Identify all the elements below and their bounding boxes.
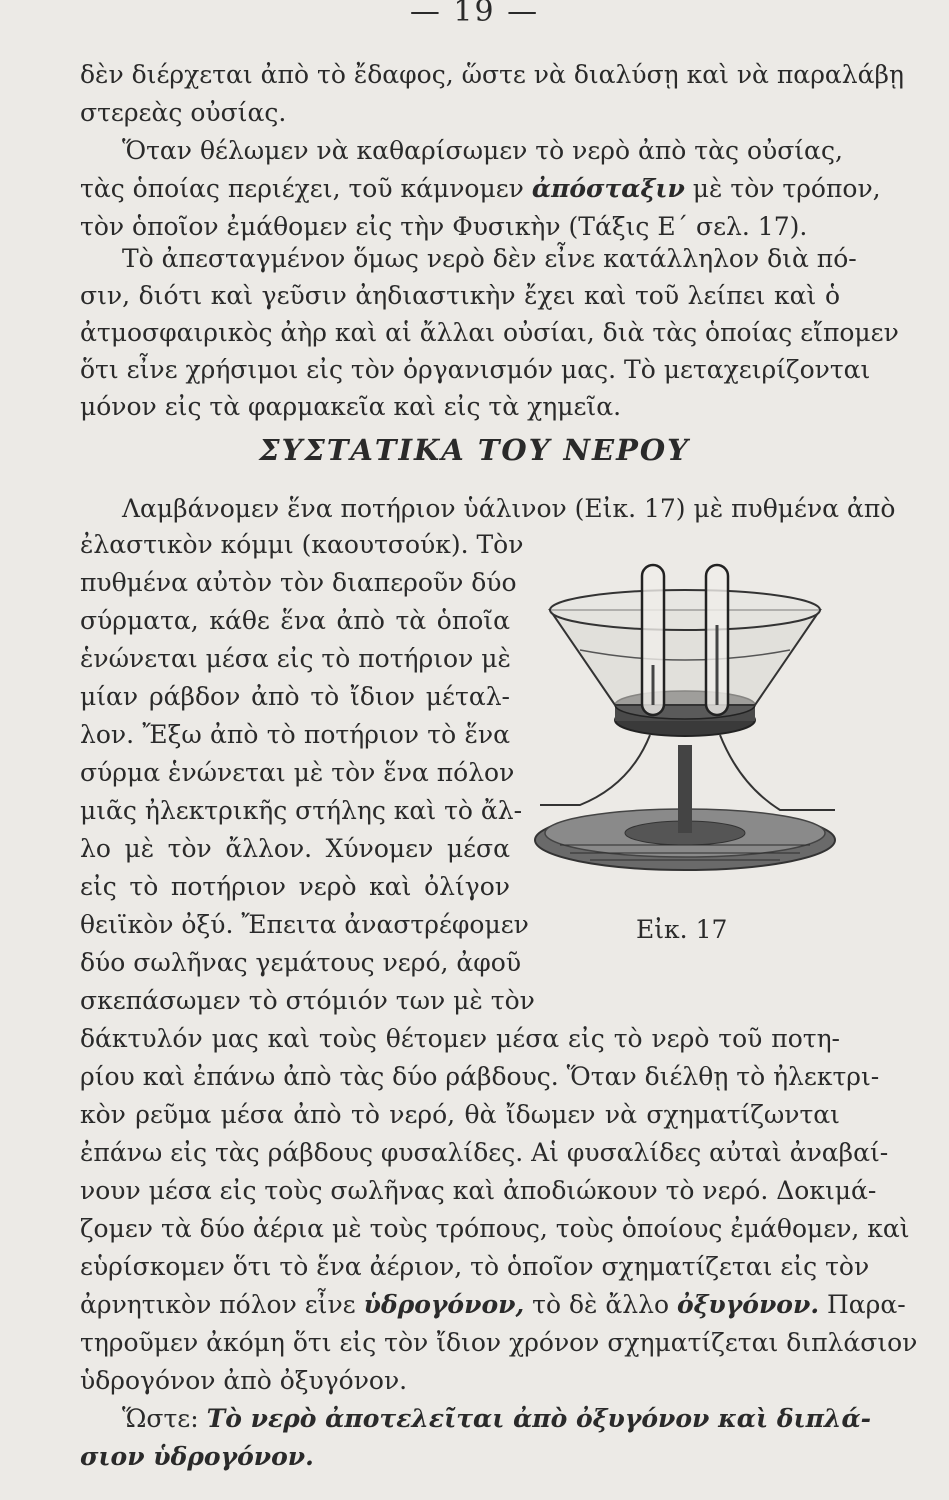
text-line: λο μὲ τὸν ἄλλον. Χύνομεν μέσα (80, 834, 510, 863)
electrolysis-apparatus-icon (520, 555, 850, 885)
text-line-with-term (80, 174, 881, 204)
conclusion-line (122, 1404, 872, 1434)
conclusion-statement: Τὸ νερὸ ἀποτελεῖται ἀπὸ ὀξυγόνον καὶ διπλά- (206, 1404, 872, 1433)
conclusion-statement: σιον ὑδρογόνον. (80, 1442, 314, 1471)
text-line: ζομεν τὰ δύο ἀέρια μὲ τοὺς τρόπους, τοὺς ὁποίους ἐμάθομεν, καὶ (80, 1214, 910, 1243)
text-span: τὰς ὁποίας περιέχει, τοῦ κάμνομεν (80, 174, 524, 203)
text-line-with-terms (80, 1290, 906, 1320)
text-line: ἐλαστικὸν κόμμι (καουτσούκ). Τὸν (80, 530, 524, 559)
text-span: ἀρνητικὸν πόλον εἶνε (80, 1290, 356, 1319)
text-line: ἀτμοσφαιρικὸς ἀὴρ καὶ αἱ ἄλλαι οὐσίαι, διὰ τὰς ὁποίας εἴπομεν (80, 318, 899, 347)
text-line: σύρματα, κάθε ἕνα ἀπὸ τὰ ὁποῖα (80, 606, 510, 635)
text-line: ἐπάνω εἰς τὰς ράβδους φυσαλίδες. Αἱ φυσαλίδες αὐταὶ ἀναβαί- (80, 1138, 889, 1167)
text-line: σύρμα ἑνώνεται μὲ τὸν ἕνα πόλον (80, 758, 515, 787)
text-line: ρίου καὶ ἐπάνω ἀπὸ τὰς δύο ράβδους. Ὅταν διέλθῃ τὸ ἠλεκτρι- (80, 1062, 880, 1091)
stand-rod (678, 745, 692, 833)
page-number: — 19 — (409, 0, 540, 29)
text-line: δάκτυλόν μας καὶ τοὺς θέτομεν μέσα εἰς τὸ νερὸ τοῦ ποτη- (80, 1024, 840, 1053)
text-line: σκεπάσωμεν τὸ στόμιόν των μὲ τὸν (80, 986, 535, 1015)
text-line: σιν, διότι καὶ γεῦσιν ἀηδιαστικὴν ἔχει καὶ τοῦ λείπει καὶ ὁ (80, 281, 840, 310)
text-line: νουν μέσα εἰς τοὺς σωλῆνας καὶ ἀποδιώκουν τὸ νερό. Δοκιμά- (80, 1176, 877, 1205)
text-line: Τὸ ἀπεσταγμένον ὅμως νερὸ δὲν εἶνε κατάλληλον διὰ πό- (122, 244, 857, 273)
text-line: εἰς τὸ ποτήριον νερὸ καὶ ὀλίγον (80, 872, 510, 901)
term-oxygen: ὀξυγόνον. (676, 1290, 820, 1319)
text-line: ὅτι εἶνε χρήσιμοι εἰς τὸν ὀργανισμόν μας. Τὸ μεταχειρίζονται (80, 355, 871, 384)
text-line: πυθμένα αὐτὸν τὸν διαπεροῦν δύο (80, 568, 517, 597)
text-line: ὑδρογόνον ἀπὸ ὀξυγόνον. (80, 1366, 408, 1395)
wire-left (540, 735, 650, 805)
text-span: τὸ δὲ ἄλλο (532, 1290, 669, 1319)
glass-rim (550, 590, 820, 630)
text-line: λον. Ἔξω ἀπὸ τὸ ποτήριον τὸ ἕνα (80, 720, 510, 749)
term-hydrogen: ὑδρογόνον, (363, 1290, 525, 1319)
text-line: μόνον εἰς τὰ φαρμακεῖα καὶ εἰς τὰ χημεῖα. (80, 392, 622, 421)
text-line: θειϊκὸν ὀξύ. Ἔπειτα ἀναστρέφομεν (80, 910, 529, 939)
term-distillation: ἀπόσταξιν (531, 174, 685, 203)
wire-right (720, 735, 835, 810)
text-line: τηροῦμεν ἀκόμη ὅτι εἰς τὸν ἴδιον χρόνον σχηματίζεται διπλάσιον (80, 1328, 918, 1357)
conclusion-line (80, 1442, 314, 1472)
text-line: εὑρίσκομεν ὅτι τὸ ἕνα ἀέριον, τὸ ὁποῖον σχηματίζεται εἰς τὸν (80, 1252, 870, 1281)
text-span: Ὥστε: (122, 1404, 199, 1433)
text-line: δύο σωλῆνας γεμάτους νερό, ἀφοῦ (80, 948, 522, 977)
text-line: δὲν διέρχεται ἀπὸ τὸ ἔδαφος, ὥστε νὰ διαλύσῃ καὶ νὰ παραλάβῃ (80, 60, 904, 89)
text-line: ἑνώνεται μέσα εἰς τὸ ποτήριον μὲ (80, 644, 511, 673)
text-line: τὸν ὁποῖον ἐμάθομεν εἰς τὴν Φυσικὴν (Τάξις Ε΄ σελ. 17). (80, 212, 808, 241)
text-line: κὸν ρεῦμα μέσα ἀπὸ τὸ νερό, θὰ ἴδωμεν νὰ σχηματίζωνται (80, 1100, 840, 1129)
text-span: Παρα- (826, 1290, 906, 1319)
text-line: Ὅταν θέλωμεν νὰ καθαρίσωμεν τὸ νερὸ ἀπὸ τὰς οὐσίας, (122, 136, 843, 165)
text-line: μιᾶς ἠλεκτρικῆς στήλης καὶ τὸ ἄλ- (80, 796, 523, 825)
section-heading: ΣΥΣΤΑΤΙΚΑ ΤΟΥ ΝΕΡΟΥ (259, 433, 690, 467)
text-line: στερεὰς οὐσίας. (80, 98, 287, 127)
text-line: Λαμβάνομεν ἕνα ποτήριον ὑάλινον (Εἰκ. 17) μὲ πυθμένα ἀπὸ (122, 494, 896, 523)
text-span: μὲ τὸν τρόπον, (692, 174, 881, 203)
text-line: μίαν ράβδον ἀπὸ τὸ ἴδιον μέταλ- (80, 682, 510, 711)
figure-caption: Εἰκ. 17 (636, 915, 728, 944)
